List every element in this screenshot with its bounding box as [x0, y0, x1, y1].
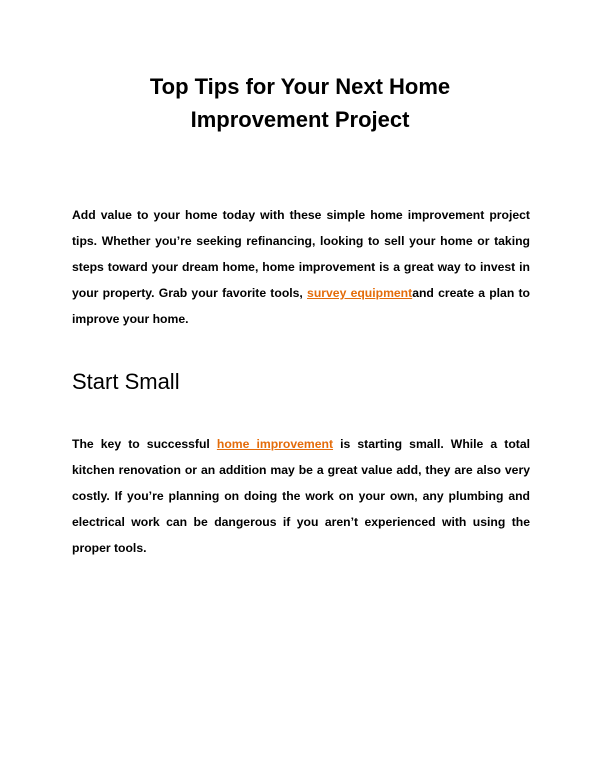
- page-title-line-1: Top Tips for Your Next Home: [149, 74, 451, 99]
- survey-equipment-link[interactable]: survey equipment: [307, 286, 413, 300]
- page-title-line-2: Improvement Project: [190, 107, 410, 132]
- intro-text-after-link: and create a plan to improve your home.: [72, 286, 530, 326]
- intro-paragraph: [72, 202, 530, 332]
- start-small-text-after-link: is starting small. While a total kitchen renovation or an addition may be a great value add, they are also very costly. If you’re planning on doing the work on your own, any plumbing and electrical work can be dangerous if you aren’t experienced with using the proper tools.: [72, 437, 531, 555]
- home-improvement-link[interactable]: home improvement: [216, 437, 334, 451]
- page-title: [60, 70, 540, 136]
- start-small-text-before-link: The key to successful: [72, 437, 217, 451]
- intro-text-before-link: Add value to your home today with these simple home improvement project tips. Whether you’re seeking refinancing, looking to sell your home or taking steps toward your dream home, home improvement is a great way to invest in your property. Grab your favorite tools,: [72, 208, 530, 300]
- section-heading-start-small: Start Small: [72, 369, 180, 394]
- start-small-paragraph: [72, 431, 530, 561]
